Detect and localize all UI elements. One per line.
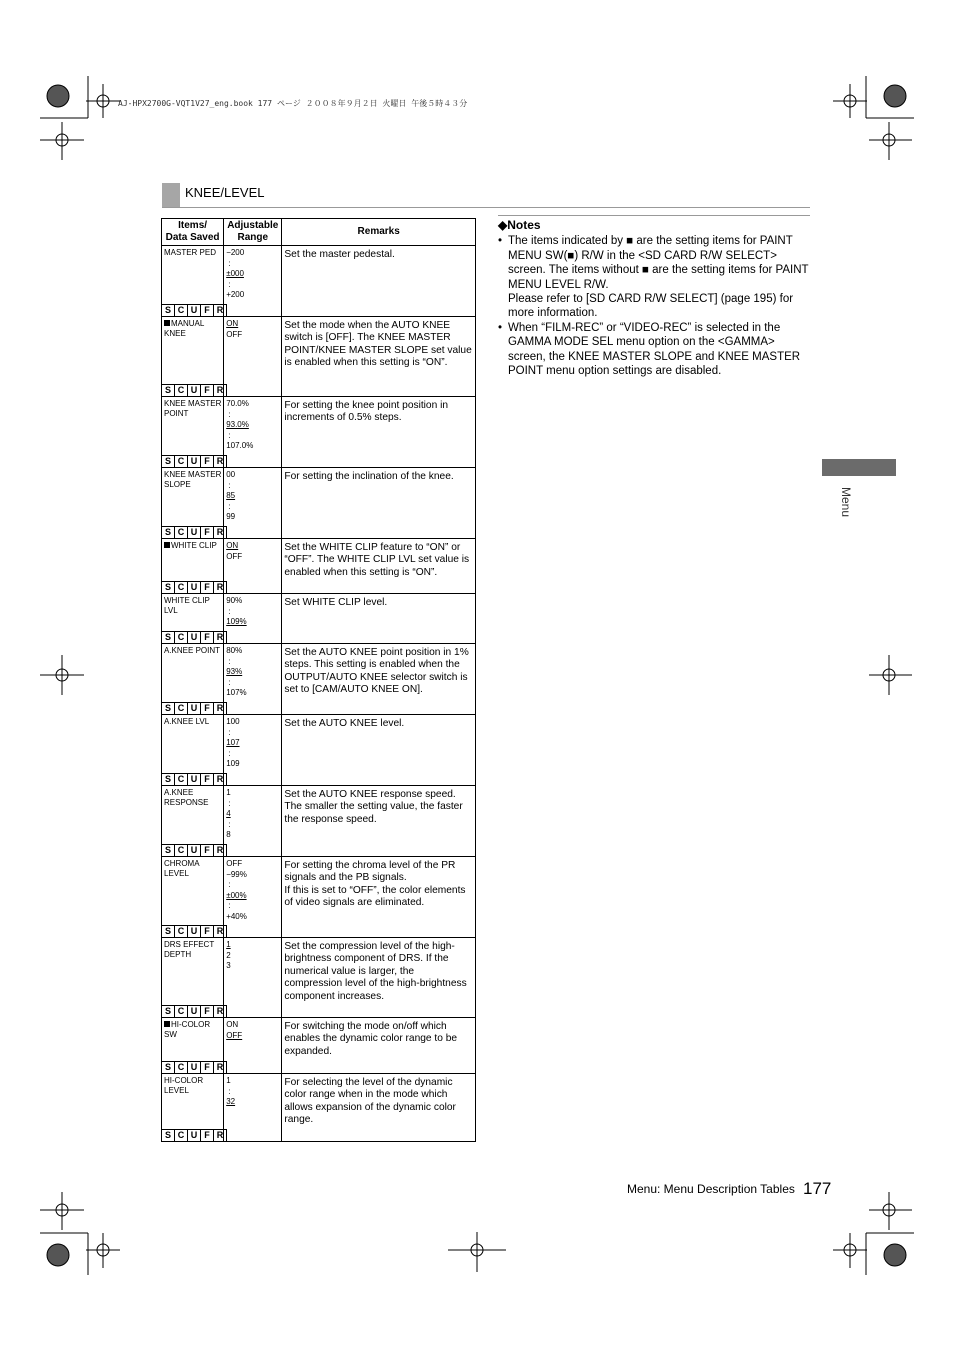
item-cell — [162, 594, 224, 644]
data-saved-flag: C — [175, 1061, 188, 1073]
bullet-icon: • — [498, 321, 503, 334]
data-saved-flag: S — [162, 526, 175, 538]
data-saved-flag: C — [175, 581, 188, 593]
remarks-cell — [282, 594, 476, 644]
remark-text: For setting the inclination of the knee. — [284, 471, 454, 482]
table-row — [162, 786, 476, 857]
data-saved-flag: F — [201, 1129, 214, 1141]
item-name-text: A.KNEE RESPONSE — [164, 788, 209, 807]
data-saved-flag: R — [214, 304, 227, 316]
remarks-cell — [282, 1018, 476, 1074]
data-saved-flag: F — [201, 304, 214, 316]
data-saved-flag: F — [201, 384, 214, 396]
range-value: : — [228, 748, 231, 758]
menu-table — [161, 218, 476, 1142]
data-saved-flag: U — [188, 631, 201, 643]
data-saved-flag: R — [214, 773, 227, 785]
item-name-text: MASTER PED — [164, 248, 217, 257]
item-name-text: HI-COLOR SW — [164, 1020, 211, 1039]
item-name — [162, 397, 223, 419]
item-name-text: WHITE CLIP LVL — [164, 596, 210, 615]
remarks-cell — [282, 468, 476, 539]
remarks-cell — [282, 246, 476, 317]
item-cell — [162, 317, 224, 397]
item-name — [162, 938, 223, 960]
data-saved-flag: U — [188, 526, 201, 538]
data-saved-flag: S — [162, 384, 175, 396]
range-cell — [224, 857, 282, 938]
data-saved-flag: F — [201, 773, 214, 785]
range-cell — [224, 246, 282, 317]
range-cell — [224, 1018, 282, 1074]
item-name-text: HI-COLOR LEVEL — [164, 1076, 204, 1095]
range-default-value: 85 — [226, 491, 236, 500]
diamond-icon: ◆ — [498, 218, 508, 232]
range-value: 109 — [226, 759, 240, 768]
range-value: +40% — [226, 911, 247, 921]
range-value: : — [228, 1086, 231, 1096]
item-name-text: CHROMA LEVEL — [164, 859, 200, 878]
notes-heading — [498, 218, 810, 232]
header-items: Items/ Data Saved — [162, 219, 224, 246]
range-cell — [224, 594, 282, 644]
data-saved-flag: R — [214, 384, 227, 396]
range-cell — [224, 644, 282, 715]
item-name-text: A.KNEE LVL — [164, 717, 210, 726]
item-cell — [162, 468, 224, 539]
page-number: 177 — [803, 1179, 832, 1198]
item-name — [162, 1018, 223, 1040]
item-cell — [162, 786, 224, 857]
data-saved-flag: R — [214, 702, 227, 714]
table-row — [162, 317, 476, 397]
item-cell — [162, 246, 224, 317]
data-saved-flag: F — [201, 455, 214, 467]
data-saved-flag: R — [214, 631, 227, 643]
range-default-value: ON — [226, 319, 239, 328]
data-saved-flag: R — [214, 1061, 227, 1073]
data-saved-flag: U — [188, 702, 201, 714]
data-saved-flag: F — [201, 526, 214, 538]
range-default-value: 107 — [226, 738, 240, 747]
range-value: 107.0% — [226, 441, 254, 450]
header-remarks: Remarks — [282, 219, 476, 246]
item-name — [162, 246, 223, 258]
range-default-value: ±000 — [226, 269, 244, 278]
remark-text: Set the compression level of the high-brightness component of DRS. If the numerical value is larger, the compression level of the high-brightness component increases. — [284, 941, 467, 1002]
note-text: The items indicated by ■ are the setting items for PAINT MENU SW(■) R/W in the <SD CARD R/W SELECT> screen. The items without ■ are the setting items for PAINT MENU LEVEL R/W. Please refer to [SD CARD R/W SELECT] (page 195) for more information. — [508, 235, 809, 320]
data-saved-flags — [162, 1005, 227, 1017]
data-saved-flag: U — [188, 1005, 201, 1017]
data-saved-flag: C — [175, 631, 188, 643]
side-tab-label: Menu — [839, 487, 853, 518]
data-saved-flag: F — [201, 925, 214, 937]
item-cell — [162, 397, 224, 468]
data-saved-flags — [162, 304, 227, 316]
remarks-cell — [282, 397, 476, 468]
data-saved-flags — [162, 1061, 227, 1073]
item-name-text: KNEE MASTER POINT — [164, 399, 222, 418]
range-value: : — [228, 480, 231, 490]
range-cell — [224, 397, 282, 468]
remark-text: Set the AUTO KNEE level. — [284, 718, 405, 729]
item-name — [162, 468, 223, 490]
range-value: ON — [226, 1020, 239, 1029]
remarks-cell — [282, 1074, 476, 1142]
bullet-icon: • — [498, 235, 503, 248]
remarks-cell — [282, 644, 476, 715]
table-row — [162, 1018, 476, 1074]
item-name — [162, 644, 223, 656]
table-row — [162, 715, 476, 786]
remark-text: Set the AUTO KNEE point position in 1% steps. This setting is enabled when the OUTPUT/AUTO KNEE selector switch is set to [CAM/AUTO KNEE ON]. — [284, 647, 469, 696]
range-value: OFF — [226, 859, 243, 868]
range-value: 99 — [226, 512, 236, 521]
data-saved-flag: C — [175, 384, 188, 396]
data-saved-flag: S — [162, 455, 175, 467]
section-title: KNEE/LEVEL — [185, 185, 265, 200]
item-name-text: A.KNEE POINT — [164, 646, 221, 655]
range-value: : — [228, 279, 231, 289]
data-saved-flag: R — [214, 925, 227, 937]
data-saved-flag: S — [162, 1061, 175, 1073]
range-value: 3 — [226, 961, 231, 970]
range-value: : — [228, 258, 231, 268]
remarks-cell — [282, 715, 476, 786]
data-saved-flag: R — [214, 526, 227, 538]
data-saved-flag: R — [214, 1005, 227, 1017]
range-default-value: ON — [226, 541, 239, 550]
range-value: OFF — [226, 551, 243, 561]
print-header: AJ-HPX2700G-VQT1V27_eng.book 177 ページ ２００８年９月２日 火曜日 午後５時４３分 — [118, 99, 468, 108]
range-value: 90% — [226, 596, 243, 605]
range-value: 00 — [226, 470, 236, 479]
remark-text: Set the AUTO KNEE response speed. The smaller the setting value, the faster the response speed. — [284, 789, 463, 825]
range-value: : — [228, 656, 231, 666]
data-saved-flag: R — [214, 581, 227, 593]
table-row — [162, 468, 476, 539]
data-saved-flag: U — [188, 581, 201, 593]
range-value: : — [228, 430, 231, 440]
table-row — [162, 246, 476, 317]
range-default-value: 1 — [226, 940, 231, 949]
data-saved-flag: U — [188, 455, 201, 467]
remark-text: Set WHITE CLIP level. — [284, 597, 388, 608]
data-saved-flag: S — [162, 304, 175, 316]
data-saved-flags — [162, 455, 227, 467]
data-saved-flag: C — [175, 455, 188, 467]
remarks-cell — [282, 317, 476, 397]
item-name — [162, 539, 223, 551]
data-saved-flag: F — [201, 702, 214, 714]
range-value: 80% — [226, 646, 243, 655]
header-range: Adjustable Range — [224, 219, 282, 246]
remarks-cell — [282, 539, 476, 594]
data-saved-flag: U — [188, 925, 201, 937]
paint-sw-marker-icon — [164, 1021, 170, 1027]
item-name-text: MANUAL KNEE — [164, 319, 205, 338]
range-value: : — [228, 727, 231, 737]
data-saved-flag: F — [201, 1061, 214, 1073]
data-saved-flag: C — [175, 304, 188, 316]
data-saved-flags — [162, 844, 227, 856]
side-tab — [822, 459, 896, 476]
item-cell — [162, 1074, 224, 1142]
data-saved-flags — [162, 925, 227, 937]
section-marker — [162, 183, 180, 207]
item-cell — [162, 715, 224, 786]
data-saved-flag: S — [162, 844, 175, 856]
data-saved-flag: S — [162, 1129, 175, 1141]
data-saved-flag: C — [175, 702, 188, 714]
range-value: OFF — [226, 329, 243, 339]
note-item — [498, 321, 810, 379]
table-row — [162, 397, 476, 468]
remarks-cell — [282, 786, 476, 857]
data-saved-flag: C — [175, 1129, 188, 1141]
remark-text: Set the mode when the AUTO KNEE switch is [OFF]. The KNEE MASTER POINT/KNEE MASTER SLOPE set value is enabled when this setting is “ON”. — [284, 320, 472, 369]
range-value: 1 — [226, 1076, 231, 1085]
range-value: 1 — [226, 788, 231, 797]
data-saved-flag: S — [162, 702, 175, 714]
range-value: −200 — [226, 248, 245, 257]
remark-text: For selecting the level of the dynamic color range when in the mode which allows expansion of the dynamic color range. — [284, 1077, 456, 1126]
item-name-text: KNEE MASTER SLOPE — [164, 470, 222, 489]
table-header-row — [162, 219, 476, 246]
range-value: 8 — [226, 830, 231, 839]
note-item — [498, 234, 810, 320]
paint-sw-marker-icon — [164, 320, 170, 326]
range-value: : — [228, 901, 231, 910]
table-row — [162, 644, 476, 715]
range-value: 100 — [226, 717, 240, 726]
range-value: +200 — [226, 290, 245, 299]
range-value: : — [228, 798, 231, 808]
footer-title: Menu: Menu Description Tables — [627, 1182, 795, 1196]
range-cell — [224, 938, 282, 1018]
data-saved-flags — [162, 631, 227, 643]
remarks-cell — [282, 938, 476, 1018]
data-saved-flags — [162, 526, 227, 538]
item-name — [162, 594, 223, 616]
item-name-text: DRS EFFECT DEPTH — [164, 940, 215, 959]
table-row — [162, 1074, 476, 1142]
data-saved-flag: R — [214, 844, 227, 856]
data-saved-flag: R — [214, 1129, 227, 1141]
range-value: −99% — [226, 869, 247, 879]
data-saved-flag: U — [188, 304, 201, 316]
range-cell — [224, 715, 282, 786]
data-saved-flag: U — [188, 1129, 201, 1141]
range-default-value: OFF — [226, 1030, 243, 1040]
data-saved-flag: S — [162, 581, 175, 593]
table-row — [162, 539, 476, 594]
data-saved-flag: C — [175, 844, 188, 856]
data-saved-flag: U — [188, 844, 201, 856]
range-default-value: ±00% — [226, 890, 247, 900]
range-value: 107% — [226, 688, 247, 697]
data-saved-flags — [162, 384, 227, 396]
notes-title: Notes — [507, 218, 541, 232]
range-value: : — [228, 819, 231, 829]
range-cell — [224, 1074, 282, 1142]
data-saved-flags — [162, 581, 227, 593]
data-saved-flags — [162, 773, 227, 785]
item-name — [162, 1074, 223, 1096]
paint-sw-marker-icon — [164, 542, 170, 548]
table-row — [162, 857, 476, 938]
data-saved-flag: C — [175, 1005, 188, 1017]
item-cell — [162, 539, 224, 594]
range-value: : — [228, 677, 231, 687]
range-value: : — [228, 409, 231, 419]
range-value: : — [228, 606, 231, 616]
range-default-value: 109% — [226, 617, 247, 626]
range-default-value: 32 — [226, 1097, 236, 1106]
range-cell — [224, 539, 282, 594]
item-name-text: WHITE CLIP — [171, 541, 217, 550]
data-saved-flags — [162, 1129, 227, 1141]
notes-divider — [498, 215, 810, 216]
range-default-value: 93% — [226, 667, 243, 676]
range-value: 2 — [226, 950, 231, 960]
range-cell — [224, 468, 282, 539]
table-row — [162, 594, 476, 644]
data-saved-flag: U — [188, 773, 201, 785]
data-saved-flag: F — [201, 844, 214, 856]
data-saved-flag: S — [162, 925, 175, 937]
data-saved-flag: S — [162, 1005, 175, 1017]
notes-panel — [498, 218, 810, 378]
data-saved-flag: S — [162, 773, 175, 785]
data-saved-flag: C — [175, 526, 188, 538]
item-cell — [162, 938, 224, 1018]
section-divider — [162, 207, 810, 208]
item-cell — [162, 857, 224, 938]
range-value: : — [228, 501, 231, 511]
remark-text: For setting the knee point position in increments of 0.5% steps. — [284, 400, 449, 424]
remark-text: Set the master pedestal. — [284, 249, 395, 260]
item-name — [162, 715, 223, 727]
data-saved-flag: F — [201, 1005, 214, 1017]
item-cell — [162, 1018, 224, 1074]
item-cell — [162, 644, 224, 715]
data-saved-flags — [162, 702, 227, 714]
item-name — [162, 857, 223, 879]
remark-text: For switching the mode on/off which enables the dynamic color range to be expanded. — [284, 1021, 458, 1057]
data-saved-flag: C — [175, 925, 188, 937]
range-default-value: 4 — [226, 809, 231, 818]
remark-text: For setting the chroma level of the PR signals and the PB signals. If this is set to “OFF”, the color elements of video signals are eliminated. — [284, 860, 466, 909]
data-saved-flag: S — [162, 631, 175, 643]
range-value: : — [228, 880, 231, 889]
data-saved-flag: C — [175, 773, 188, 785]
note-text: When “FILM-REC” or “VIDEO-REC” is selected in the GAMMA MODE SEL menu option on the <GAMMA> screen, the KNEE MASTER SLOPE and KNEE MASTER POINT menu option settings are disabled. — [508, 321, 801, 378]
data-saved-flag: F — [201, 581, 214, 593]
range-value: 70.0% — [226, 399, 249, 408]
item-name — [162, 317, 223, 339]
data-saved-flag: U — [188, 1061, 201, 1073]
data-saved-flag: F — [201, 631, 214, 643]
data-saved-flag: R — [214, 455, 227, 467]
remark-text: Set the WHITE CLIP feature to “ON” or “OFF”. The WHITE CLIP LVL set value is enabled when this setting is “ON”. — [284, 542, 470, 578]
range-cell — [224, 317, 282, 397]
data-saved-flag: U — [188, 384, 201, 396]
table-row — [162, 938, 476, 1018]
range-cell — [224, 786, 282, 857]
item-name — [162, 786, 223, 808]
remarks-cell — [282, 857, 476, 938]
range-default-value: 93.0% — [226, 420, 249, 429]
